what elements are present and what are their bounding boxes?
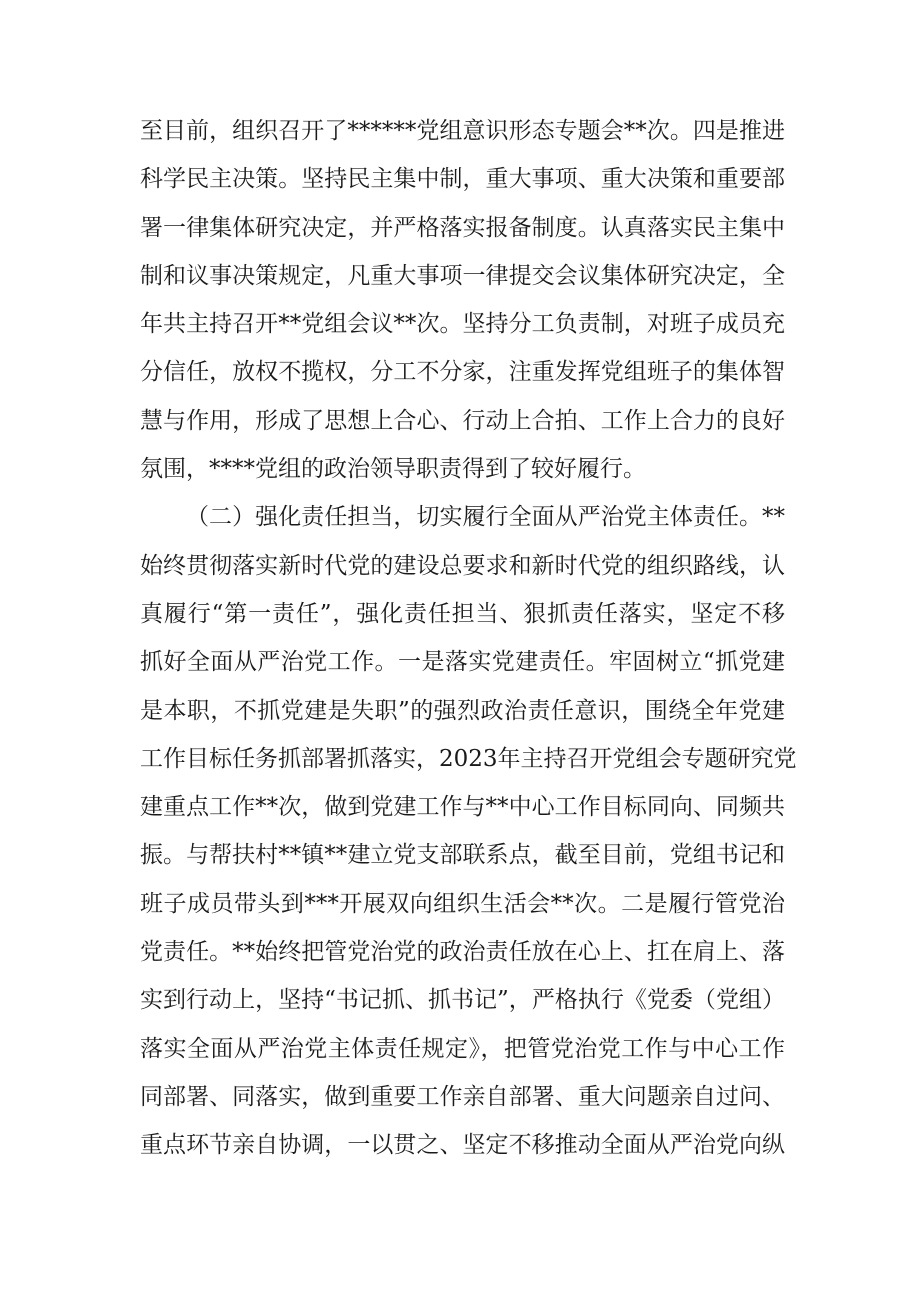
text-line-10: 始终贯彻落实新时代党的建设总要求和新时代党的组织路线，认 [140, 552, 785, 579]
text-line-13: 是本职，不抓党建是失职”的强烈政治责任意识，围绕全年党建 [140, 697, 785, 724]
text-line-18: 党责任。**始终把管党治党的政治责任放在心上、扛在肩上、落 [140, 939, 785, 966]
text-line-6: 分信任，放权不揽权，分工不分家，注重发挥党组班子的集体智 [140, 359, 785, 386]
text-line-7: 慧与作用，形成了思想上合心、行动上合拍、工作上合力的良好 [140, 407, 785, 434]
text-line-4: 制和议事决策规定，凡重大事项一律提交会议集体研究决定，全 [140, 262, 785, 289]
text-line-11: 真履行“第一责任”，强化责任担当、狠抓责任落实，坚定不移 [140, 600, 785, 627]
text-line-2: 科学民主决策。坚持民主集中制，重大事项、重大决策和重要部 [140, 166, 785, 193]
text-line-8: 氛围，****党组的政治领导职责得到了较好履行。 [140, 456, 646, 483]
text-line-14: 工作目标任务抓部署抓落实，2023年主持召开党组会专题研究党 [140, 745, 797, 772]
body-text [140, 107, 797, 1170]
text-line-5: 年共主持召开**党组会议**次。坚持分工负责制，对班子成员充 [140, 311, 785, 338]
text-line-1: 至目前，组织召开了******党组意识形态专题会**次。四是推进 [140, 118, 785, 144]
text-line-22: 重点环节亲自协调，一以贯之、坚定不移推动全面从严治党向纵 [140, 1132, 785, 1159]
text-line-15: 建重点工作**次，做到党建工作与**中心工作目标同向、同频共 [140, 794, 785, 821]
section-heading-line: （二）强化责任担当，切实履行全面从严治党主体责任。** [186, 504, 785, 531]
text-line-19: 实到行动上，坚持“书记抓、抓书记”，严格执行《党委（党组） [140, 987, 785, 1014]
text-line-3: 署一律集体研究决定，并严格落实报备制度。认真落实民主集中 [140, 214, 785, 241]
text-line-16: 振。与帮扶村**镇**建立党支部联系点，截至目前，党组书记和 [140, 842, 785, 869]
text-line-12: 抓好全面从严治党工作。一是落实党建责任。牢固树立“抓党建 [140, 649, 785, 676]
text-line-17: 班子成员带头到***开展双向组织生活会**次。二是履行管党治 [140, 890, 785, 917]
text-line-21: 同部署、同落实，做到重要工作亲自部署、重大问题亲自过问、 [140, 1083, 785, 1110]
text-line-20: 落实全面从严治党主体责任规定》，把管党治党工作与中心工作 [140, 1035, 785, 1062]
